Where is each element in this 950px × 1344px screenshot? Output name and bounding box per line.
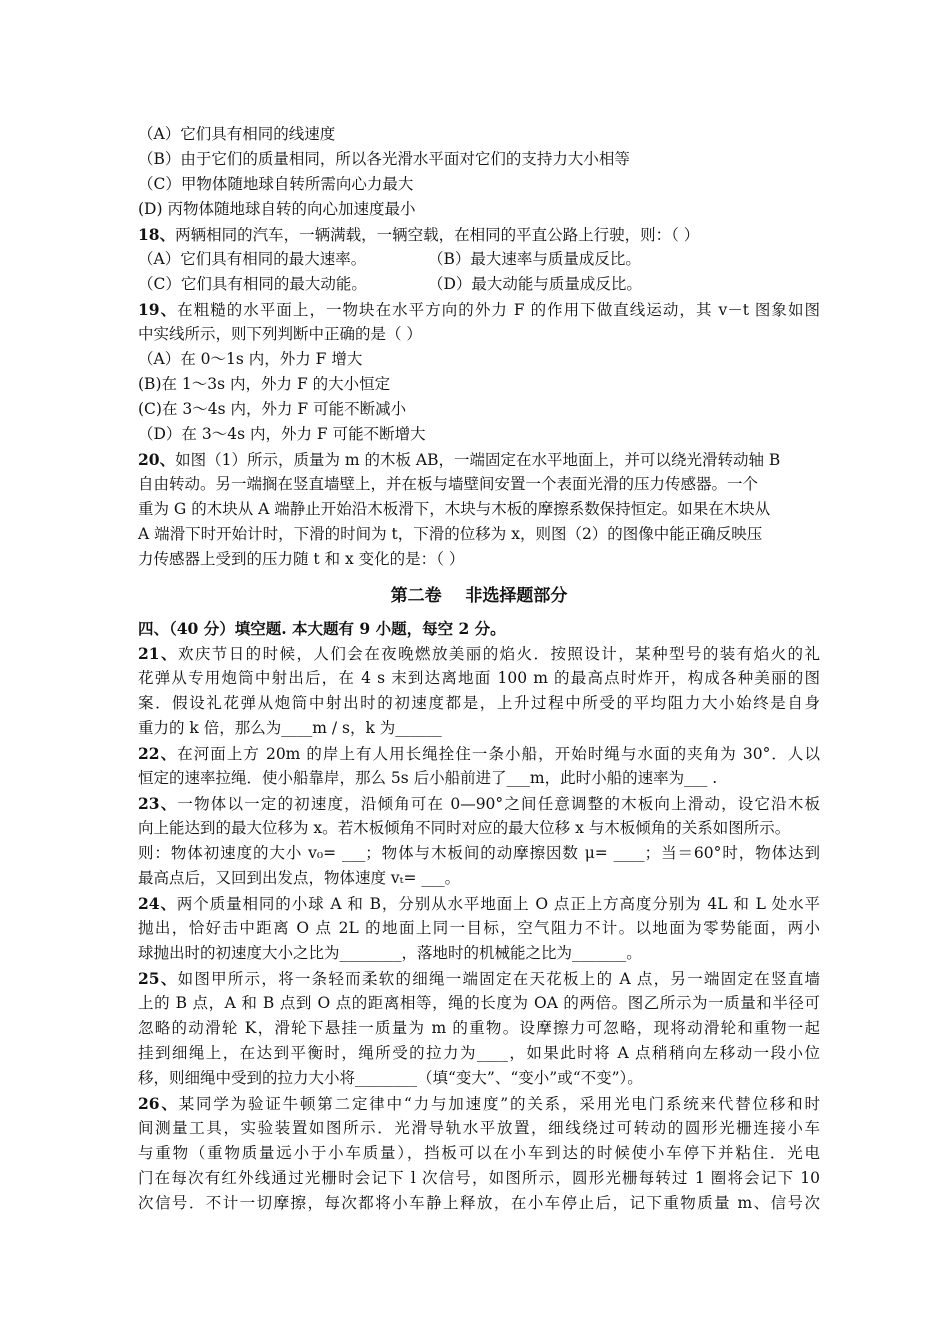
q21-line-3: 案．假设礼花弹从炮筒中射出时的初速度都是，上升过程中所受的平均阻力大小始终是自身	[138, 694, 820, 712]
q25-line1-text: 如图甲所示，将一条轻而柔软的细绳一端固定在天花板上的 A 点，另一端固定在竖直墙	[177, 970, 820, 988]
q19-number: 19、	[138, 300, 178, 319]
q19-line1-text: 在粗糙的水平面上，一物块在水平方向的外力 F 的作用下做直线运动，其 v－t 图象如图	[177, 301, 821, 319]
q19-stem-line-1	[138, 297, 820, 322]
document-page	[138, 122, 820, 1216]
q20-line1-text: 如图（1）所示，质量为 m 的木板 AB，一端固定在水平地面上，并可以绕光滑转动轴 B	[175, 451, 781, 469]
q20-stem-line-2: 自由转动。另一端搁在竖直墙壁上，并在板与墙壁间安置一个表面光滑的压力传感器。一个	[138, 475, 759, 493]
q21-line1-text: 欢庆节日的时候，人们会在夜晚燃放美丽的焰火．按照设计，某种型号的装有焰火的礼	[177, 645, 820, 663]
q20-stem-line-1	[138, 447, 820, 472]
q26-line-2: 间测量工具，实验装置如图所示．光滑导轨水平放置，细线绕过可转动的圆形光栅连接小车	[138, 1119, 820, 1137]
q19-option-d: （D）在 3～4s 内，外力 F 可能不断增大	[138, 425, 426, 443]
q23-line1-text: 一物体以一定的初速度，沿倾角可在 0—90°之间任意调整的木板向上滑动，设它沿木板	[177, 795, 820, 813]
q23-line-3: 则：物体初速度的大小 v₀= ___；物体与木板间的动摩擦因数 μ= ____；当＝60°时，物体达到	[138, 844, 820, 862]
q20-stem-line-5: 力传感器上受到的压力随 t 和 x 变化的是：（ ）	[138, 550, 465, 568]
q21-number: 21、	[138, 644, 178, 663]
q17-option-b: （B）由于它们的质量相同，所以各光滑水平面对它们的支持力大小相等	[138, 150, 630, 168]
q26-line1-text: 某同学为验证牛顿第二定律中“力与加速度”的关系，采用光电门系统来代替位移和时	[178, 1095, 820, 1113]
q18-option-a: （A）它们具有相同的最大速率。	[138, 250, 367, 268]
q22-line-2: 恒定的速率拉绳．使小船靠岸，那么 5s 后小船前进了___m，此时小船的速率为___ .	[138, 769, 718, 787]
q20-stem-line-3: 重为 G 的木块从 A 端静止开始沿木板滑下，木块与木板的摩擦系数保持恒定。如果在木块从	[138, 500, 771, 518]
q26-line-5: 次信号．不计一切摩擦，每次都将小车静上释放，在小车停止后，记下重物质量 m、信号次	[138, 1194, 820, 1212]
q23-line-2: 向上能达到的最大位移为 x。若木板倾角不同时对应的最大位移 x 与木板倾角的关系如图所示。	[138, 819, 791, 837]
q25-line-3: 忽略的动滑轮 K，滑轮下悬挂一质量为 m 的重物。设摩擦力可忽略，现将动滑轮和重物一起	[138, 1019, 820, 1037]
section-title: 第二卷 非选择题部分	[390, 586, 568, 606]
q22-line-1	[138, 741, 820, 766]
q25-line-4: 挂到细绳上，在达到平衡时，绳所受的拉力为____，如果此时将 A 点稍稍向左移动一段小位	[138, 1044, 820, 1062]
q18-options-row-1	[138, 247, 820, 272]
q26-line-1	[138, 1091, 820, 1116]
q21-line-4: 重力的 k 倍，那么为____m / s，k 为______	[138, 719, 442, 737]
q17-option-c: （C）甲物体随地球自转所需向心力最大	[138, 175, 414, 193]
q18-options-row-2	[138, 272, 820, 297]
q24-line-1	[138, 891, 820, 916]
q22-line1-text: 在河面上方 20m 的岸上有人用长绳拴住一条小船，开始时绳与水面的夹角为 30°．人以	[177, 745, 820, 763]
q25-number: 25、	[138, 969, 178, 988]
q20-stem-line-4: A 端滑下时开始计时，下滑的时间为 t，下滑的位移为 x，则图（2）的图像中能正确反映压	[138, 525, 763, 543]
q25-line-5: 移，则细绳中受到的拉力大小将________（填“变大”、“变小”或“不变”）。	[138, 1069, 643, 1087]
q23-line-1	[138, 791, 820, 816]
q26-number: 26、	[138, 1094, 179, 1113]
q26-line-4: 门在每次有红外线通过光栅时会记下 l 次信号，如图所示，圆形光栅每转过 1 圈将会记下 10	[138, 1169, 820, 1187]
q18-option-c: （C）它们具有相同的最大动能。	[138, 275, 367, 293]
q19-stem-line-2: 中实线所示，则下列判断中正确的是（ ）	[138, 325, 422, 343]
q18-number: 18、	[138, 225, 176, 244]
q18-option-d: （D）最大动能与质量成反比。	[428, 275, 642, 293]
q19-option-b: (B)在 1～3s 内，外力 F 的大小恒定	[138, 375, 391, 393]
q23-number: 23、	[138, 794, 178, 813]
part4-header: 四、（40 分）填空题. 本大题有 9 小题，每空 2 分。	[138, 619, 506, 638]
q19-option-c: (C)在 3～4s 内，外力 F 可能不断减小	[138, 400, 407, 418]
q18-stem-text: 两辆相同的汽车，一辆满载，一辆空载，在相同的平直公路上行驶，则：（ ）	[175, 226, 700, 244]
q24-line-2: 抛出，恰好击中距离 O 点 2L 的地面上同一目标，空气阻力不计。以地面为零势能面，两小	[138, 919, 820, 937]
q17-option-a: （A）它们具有相同的线速度	[138, 125, 336, 143]
q24-line-3: 球抛出时的初速度大小之比为________，落地时的机械能之比为_______。	[138, 944, 642, 962]
q18-option-b: （B）最大速率与质量成反比。	[428, 250, 641, 268]
q24-line1-text: 两个质量相同的小球 A 和 B，分别从水平地面上 O 点正上方高度分别为 4L 和 L 处水平	[176, 895, 820, 913]
q20-number: 20、	[138, 450, 176, 469]
q21-line-1	[138, 641, 820, 666]
q24-number: 24、	[138, 894, 177, 913]
q19-option-a: （A）在 0～1s 内，外力 F 增大	[138, 350, 363, 368]
q23-line-4: 最高点后，又回到出发点，物体速度 vₜ= ___。	[138, 869, 461, 887]
q25-line-1	[138, 966, 820, 991]
q26-line-3: 与重物（重物质量远小于小车质量），挡板可以在小车到达的时候使小车停下并粘住．光电	[138, 1144, 820, 1162]
q21-line-2: 花弹从专用炮筒中射出后，在 4 s 末到达离地面 100 m 的最高点时炸开，构成各种美丽的图	[138, 669, 820, 687]
q25-line-2: 上的 B 点，A 和 B 点到 O 点的距离相等，绳的长度为 OA 的两倍。图乙所示为一质量和半径可	[138, 994, 820, 1012]
q18-stem	[138, 222, 820, 247]
q22-number: 22、	[138, 744, 178, 763]
q17-option-d: (D) 丙物体随地球自转的向心加速度最小	[138, 200, 416, 218]
